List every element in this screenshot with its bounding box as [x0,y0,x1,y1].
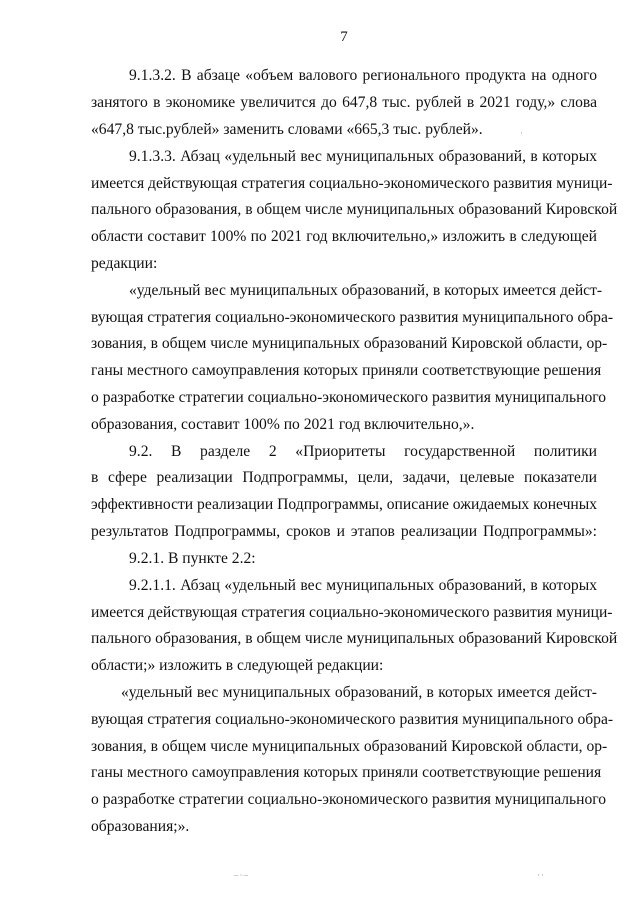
text-line: зования, в общем числе муниципальных образований Кировской области, ор- [91,738,608,755]
text-line: редакции: [91,255,158,272]
text-line: ганы местного самоуправления которых приняли соответствующие решения [91,764,602,781]
text-line: образования, составит 100% по 2021 год включительно,». [91,416,475,433]
text-line: области составит 100% по 2021 год включительно,» изложить в следующей [91,228,597,245]
text-line: вующая стратегия социально-экономического развития муниципального обра- [91,309,614,326]
text-line: 9.2.1. В пункте 2.2: [129,550,256,567]
text-line: имеется действующая стратегия социально-экономического развития муници- [91,175,613,192]
scan-mark: · [520,128,524,138]
page-number: 7 [340,29,348,45]
text-line: пального образования, в общем числе муниципальных образований Кировской [91,201,618,218]
text-line: «удельный вес муниципальных образований, в которых имеется дейст- [121,684,597,701]
text-line: образования;». [91,818,190,835]
text-line: 9.2.1.1. Абзац «удельный вес муниципальных образований, в которых [129,577,597,594]
text-line: результатов Подпрограммы, сроков и этапов реализации Подпрограммы»: [91,523,597,540]
text-line: в сфере реализации Подпрограммы, цели, задачи, целевые показатели [91,469,597,486]
text-line: вующая стратегия социально-экономического развития муниципального обра- [91,711,614,728]
text-line: «удельный вес муниципальных образований, в которых имеется дейст- [129,282,603,299]
text-line: о разработке стратегии социально-экономического развития муниципального [91,791,607,808]
text-line: занятого в экономике увеличится до 647,8 тыс. рублей в 2021 году,» слова [91,94,597,111]
text-line: о разработке стратегии социально-экономического развития муниципального [91,389,607,406]
scan-mark: –·– [234,870,249,880]
text-line: пального образования, в общем числе муниципальных образований Кировской [91,630,618,647]
text-line: эффективности реализации Подпрограммы, описание ожидаемых конечных [91,496,598,513]
scan-mark: ·· [537,870,545,880]
text-line: «647,8 тыс.рублей» заменить словами «665,3 тыс. рублей». [91,121,483,138]
text-line: 9.1.3.3. Абзац «удельный вес муниципальных образований, в которых [129,148,597,165]
text-line: области;» изложить в следующей редакции: [91,657,384,674]
text-line: 9.1.3.2. В абзаце «объем валового регионального продукта на одного [129,67,597,84]
text-line: имеется действующая стратегия социально-экономического развития муници- [91,604,613,621]
text-line: 9.2. В разделе 2 «Приоритеты государственной политики [129,443,597,460]
text-line: зования, в общем числе муниципальных образований Кировской области, ор- [91,335,608,352]
text-line: ганы местного самоуправления которых приняли соответствующие решения [91,362,602,379]
